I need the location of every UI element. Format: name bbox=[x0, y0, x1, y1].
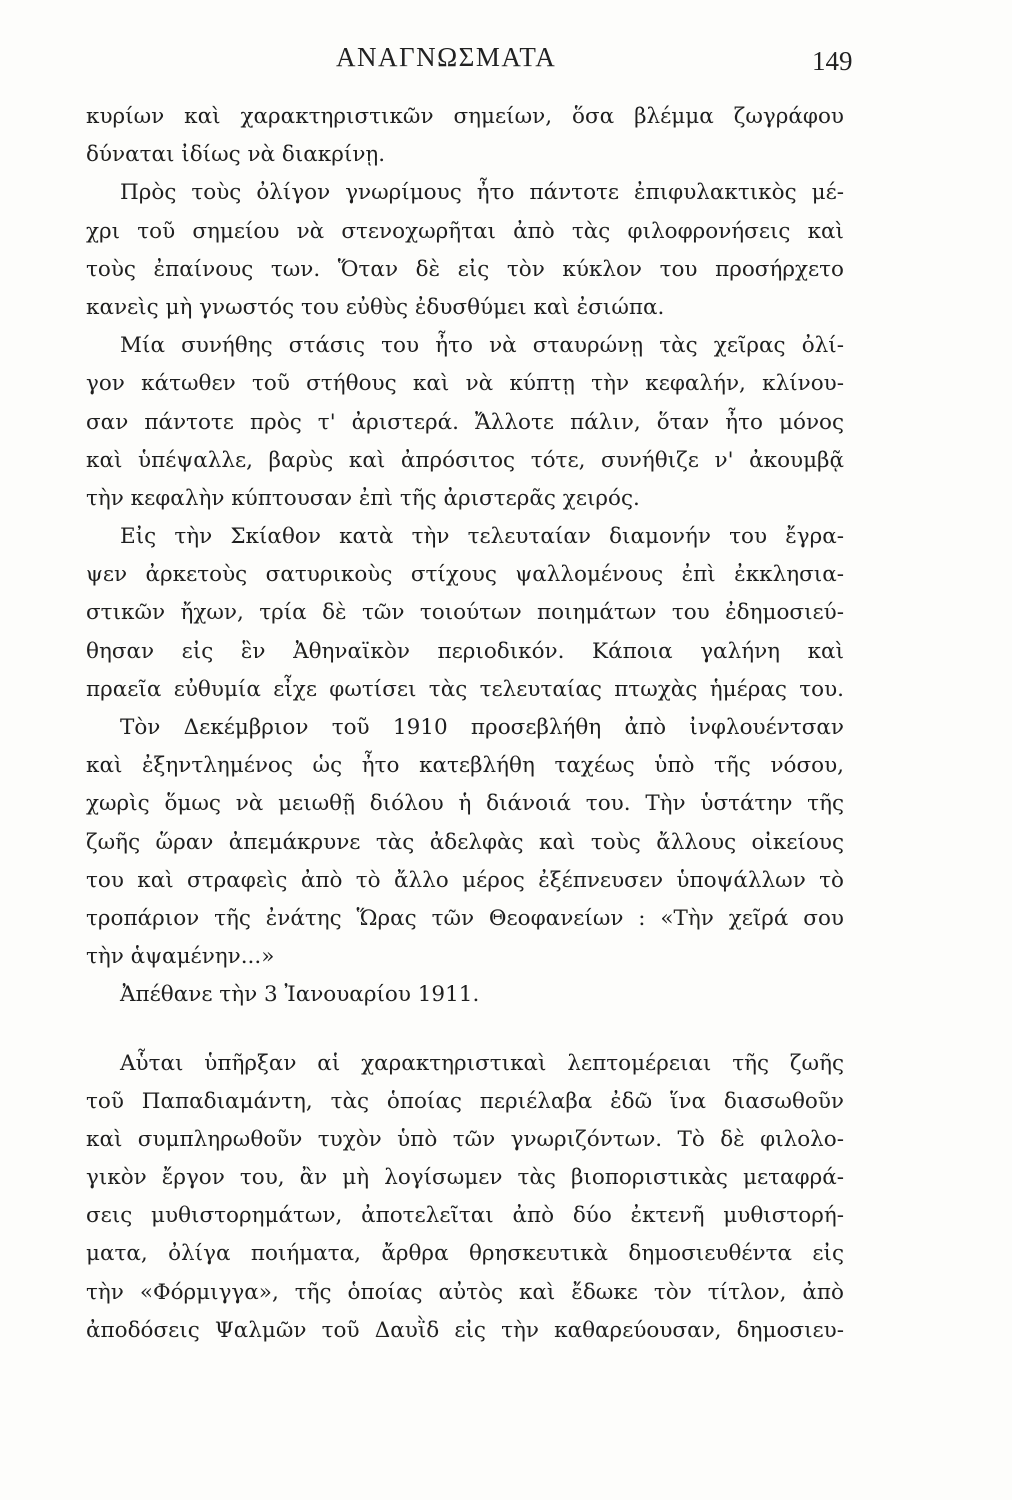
text-line: δύναται ἰδίως νὰ διακρίνῃ. bbox=[86, 142, 386, 168]
text-line: Μία συνήθης στάσις του ἦτο νὰ σταυρώνῃ τὰς χεῖρας ὀλί- bbox=[120, 333, 844, 359]
running-head bbox=[0, 42, 1012, 82]
paragraph bbox=[86, 1045, 844, 1351]
text-line: ψεν ἀρκετοὺς σατυρικοὺς στίχους ψαλλομένους ἐπὶ ἐκκλησια- bbox=[86, 562, 844, 588]
paragraph bbox=[86, 709, 844, 976]
text-line: τοὺς ἐπαίνους των. Ὅταν δὲ εἰς τὸν κύκλον του προσήρχετο bbox=[86, 256, 844, 282]
text-line: τροπάριον τῆς ἐνάτης Ὥρας τῶν Θεοφανείων : «Τὴν χεῖρά σου bbox=[86, 905, 844, 931]
text-line: τὴν κεφαλὴν κύπτουσαν ἐπὶ τῆς ἀριστερᾶς χειρός. bbox=[86, 485, 640, 511]
text-line: ματα, ὀλίγα ποιήματα, ἄρθρα θρησκευτικὰ δημοσιευθέντα εἰς bbox=[86, 1241, 844, 1267]
text-line: γικὸν ἔργον του, ἂν μὴ λογίσωμεν τὰς βιοποριστικὰς μεταφρά- bbox=[86, 1165, 844, 1191]
text-line: Ἀπέθανε τὴν 3 Ἰανουαρίου 1911. bbox=[120, 982, 480, 1008]
text-line: ζωῆς ὥραν ἀπεμάκρυνε τὰς ἀδελφὰς καὶ τοὺς ἄλλους οἰκείους bbox=[86, 829, 844, 855]
text-line: Αὗται ὑπῆρξαν αἱ χαρακτηριστικαὶ λεπτομέρειαι τῆς ζωῆς bbox=[120, 1050, 844, 1076]
text-line: ἀποδόσεις Ψαλμῶν τοῦ Δαυῒδ εἰς τὴν καθαρεύουσαν, δημοσιευ- bbox=[86, 1317, 844, 1343]
body-text bbox=[86, 98, 844, 1350]
paragraph bbox=[86, 98, 844, 174]
text-line: καὶ συμπληρωθοῦν τυχὸν ὑπὸ τῶν γνωριζόντων. Τὸ δὲ φιλολο- bbox=[86, 1126, 844, 1152]
text-line: σεις μυθιστορημάτων, ἀποτελεῖται ἀπὸ δύο ἐκτενῆ μυθιστορή- bbox=[86, 1203, 844, 1229]
text-line: χωρὶς ὅμως νὰ μειωθῇ διόλου ἡ διάνοιά του. Τὴν ὑστάτην τῆς bbox=[86, 791, 844, 817]
text-line: χρι τοῦ σημείου νὰ στενοχωρῆται ἀπὸ τὰς φιλοφρονήσεις καὶ bbox=[86, 218, 844, 244]
page-number: 149 bbox=[812, 46, 853, 76]
paragraph bbox=[86, 327, 844, 518]
text-line: Τὸν Δεκέμβριον τοῦ 1910 προσεβλήθη ἀπὸ ἰνφλουέντσαν bbox=[120, 715, 844, 740]
text-line: καὶ ἐξηντλημένος ὡς ἦτο κατεβλήθη ταχέως ὑπὸ τῆς νόσου, bbox=[86, 753, 844, 779]
text-line: Πρὸς τοὺς ὀλίγον γνωρίμους ἦτο πάντοτε ἐπιφυλακτικὸς μέ- bbox=[120, 180, 844, 206]
text-line: θησαν εἰς ἓν Ἀθηναϊκὸν περιοδικόν. Κάποια γαλήνη καὶ bbox=[86, 638, 844, 664]
text-line: στικῶν ἤχων, τρία δὲ τῶν τοιούτων ποιημάτων του ἐδημοσιεύ- bbox=[86, 600, 844, 626]
text-line: τοῦ Παπαδιαμάντη, τὰς ὁποίας περιέλαβα ἐδῶ ἵνα διασωθοῦν bbox=[86, 1088, 844, 1114]
text-line: κανεὶς μὴ γνωστός του εὐθὺς ἐδυσθύμει καὶ ἐσιώπα. bbox=[86, 294, 665, 320]
paragraph bbox=[86, 976, 844, 1014]
paragraph bbox=[86, 174, 844, 327]
text-line: τὴν ἁψαμένην...» bbox=[86, 944, 275, 970]
text-line: σαν πάντοτε πρὸς τ' ἀριστερά. Ἄλλοτε πάλιν, ὅταν ἦτο μόνος bbox=[86, 409, 844, 435]
text-line: κυρίων καὶ χαρακτηριστικῶν σημείων, ὅσα βλέμμα ζωγράφου bbox=[86, 104, 844, 129]
text-line: γον κάτωθεν τοῦ στήθους καὶ νὰ κύπτῃ τὴν κεφαλήν, κλίνου- bbox=[86, 371, 844, 397]
text-line: καὶ ὑπέψαλλε, βαρὺς καὶ ἀπρόσιτος τότε, συνήθιζε ν' ἀκουμβᾷ bbox=[86, 447, 844, 473]
running-head-title: ΑΝΑΓΝΩΣΜΑΤΑ bbox=[336, 42, 557, 72]
text-line: του καὶ στραφεὶς ἀπὸ τὸ ἄλλο μέρος ἐξέπνευσεν ὑποψάλλων τὸ bbox=[86, 867, 844, 893]
paragraph bbox=[86, 518, 844, 709]
text-line: Εἰς τὴν Σκίαθον κατὰ τὴν τελευταίαν διαμονήν του ἔγρα- bbox=[120, 524, 844, 550]
text-line: τὴν «Φόρμιγγα», τῆς ὁποίας αὐτὸς καὶ ἔδωκε τὸν τίτλον, ἀπὸ bbox=[86, 1279, 844, 1305]
text-line: πραεῖα εὐθυμία εἶχε φωτίσει τὰς τελευταίας πτωχὰς ἡμέρας του. bbox=[86, 676, 844, 702]
